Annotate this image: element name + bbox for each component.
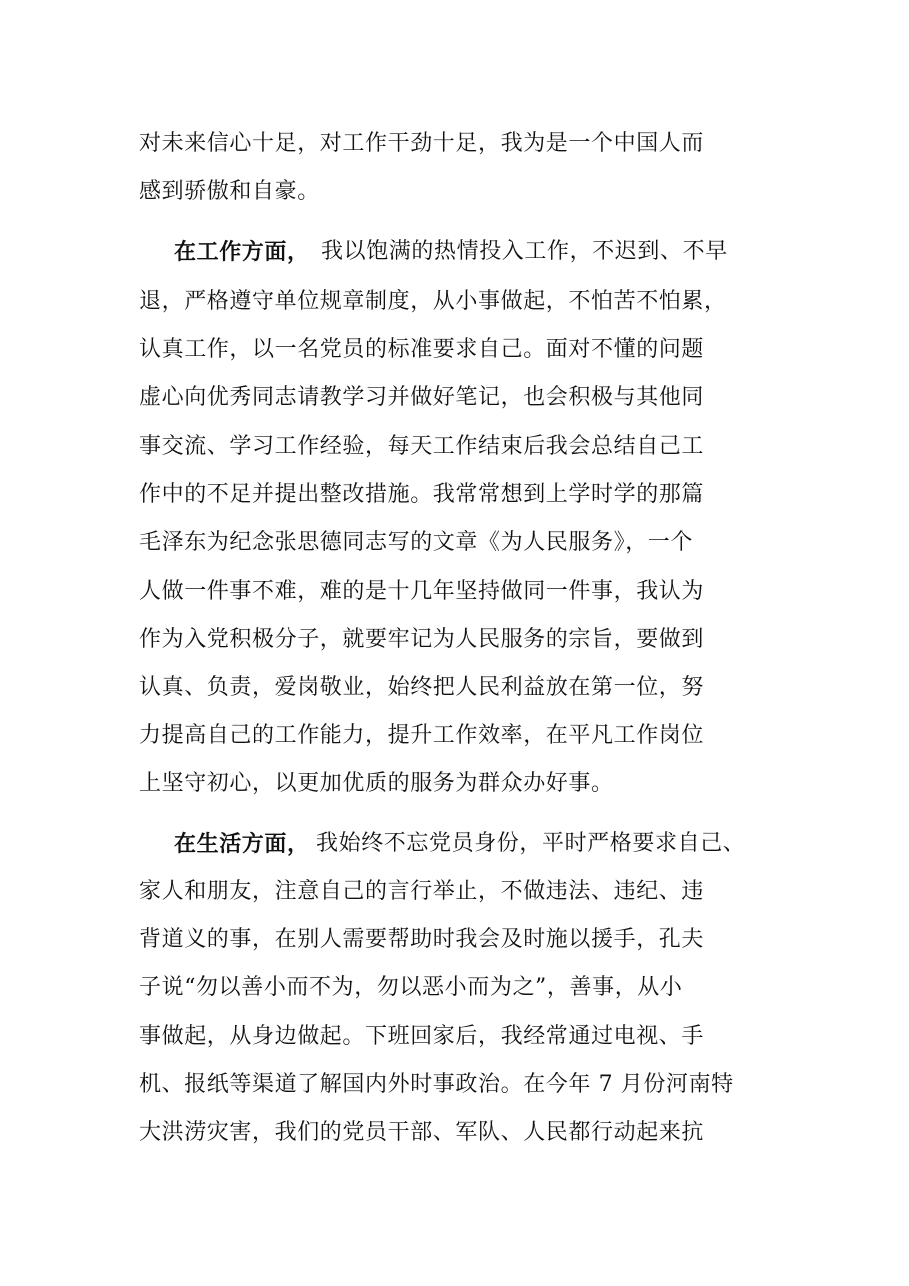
paragraph-2-line-3 bbox=[0, 330, 909, 370]
text-line: 退，严格遵守单位规章制度，从小事做起，不怕苦不怕累， bbox=[139, 289, 727, 314]
text-line: 虚心向优秀同志请教学习并做好笔记，也会积极与其他同 bbox=[139, 385, 705, 410]
text-line: 子说“勿以善小而不为，勿以恶小而为之”，善事，从小 bbox=[139, 975, 683, 1000]
paragraph-1-line-1 bbox=[0, 124, 909, 164]
text-line: 我以饱满的热情投入工作，不迟到、不早 bbox=[321, 239, 728, 264]
text-line: 背道义的事，在别人需要帮助时我会及时施以援手，孔夫 bbox=[139, 927, 705, 952]
text-line: 上坚守初心，以更加优质的服务为群众办好事。 bbox=[139, 771, 614, 796]
paragraph-2-line-4 bbox=[0, 378, 909, 418]
text-line: 家人和朋友，注意自己的言行举止，不做违法、违纪、违 bbox=[139, 879, 705, 904]
text-line: 人做一件事不难，难的是十几年坚持做同一件事，我认为 bbox=[139, 579, 705, 604]
paragraph-2-line-1 bbox=[0, 232, 909, 272]
paragraph-3-line-6 bbox=[0, 1065, 909, 1105]
text-line: 感到骄傲和自豪。 bbox=[139, 179, 320, 204]
section-heading-work: 在工作方面， bbox=[174, 239, 310, 265]
paragraph-1-line-2 bbox=[0, 172, 909, 212]
paragraph-3-line-4 bbox=[0, 968, 909, 1008]
text-line: 作为入党积极分子，就要牢记为人民服务的宗旨，要做到 bbox=[139, 627, 705, 652]
paragraph-2-line-11 bbox=[0, 716, 909, 756]
text-line: 认真工作，以一名党员的标准要求自己。面对不懂的问题 bbox=[139, 337, 705, 362]
text-line: 认真、负责，爱岗敬业，始终把人民利益放在第一位，努 bbox=[139, 675, 705, 700]
text-line: 机、报纸等渠道了解国内外时事政治。在今年 7 月份河南特 bbox=[139, 1072, 734, 1097]
text-line: 事做起，从身边做起。下班回家后，我经常通过电视、手 bbox=[139, 1024, 705, 1049]
paragraph-2-line-5 bbox=[0, 427, 909, 467]
text-line: 力提高自己的工作能力，提升工作效率，在平凡工作岗位 bbox=[139, 723, 705, 748]
paragraph-2-line-7 bbox=[0, 523, 909, 563]
text-line: 事交流、学习工作经验，每天工作结束后我会总结自己工 bbox=[139, 434, 705, 459]
text-line: 大洪涝灾害，我们的党员干部、军队、人民都行动起来抗 bbox=[139, 1120, 705, 1145]
paragraph-2-line-2 bbox=[0, 282, 909, 322]
section-heading-life: 在生活方面， bbox=[174, 831, 310, 857]
paragraph-3-line-5 bbox=[0, 1017, 909, 1057]
paragraph-2-line-9 bbox=[0, 620, 909, 660]
paragraph-3-line-1 bbox=[0, 824, 909, 864]
paragraph-3-line-7 bbox=[0, 1113, 909, 1153]
text-line: 对未来信心十足，对工作干劲十足，我为是一个中国人而 bbox=[139, 131, 705, 156]
paragraph-2-line-10 bbox=[0, 668, 909, 708]
paragraph-2-line-6 bbox=[0, 475, 909, 515]
text-line: 作中的不足并提出整改措施。我常常想到上学时学的那篇 bbox=[139, 482, 705, 507]
paragraph-3-line-3 bbox=[0, 920, 909, 960]
paragraph-2-line-12 bbox=[0, 764, 909, 804]
paragraph-3-line-2 bbox=[0, 872, 909, 912]
paragraph-2-line-8 bbox=[0, 572, 909, 612]
text-line: 我始终不忘党员身份，平时严格要求自己、 bbox=[316, 831, 746, 856]
text-line: 毛泽东为纪念张思德同志写的文章《为人民服务》，一个 bbox=[139, 530, 694, 555]
